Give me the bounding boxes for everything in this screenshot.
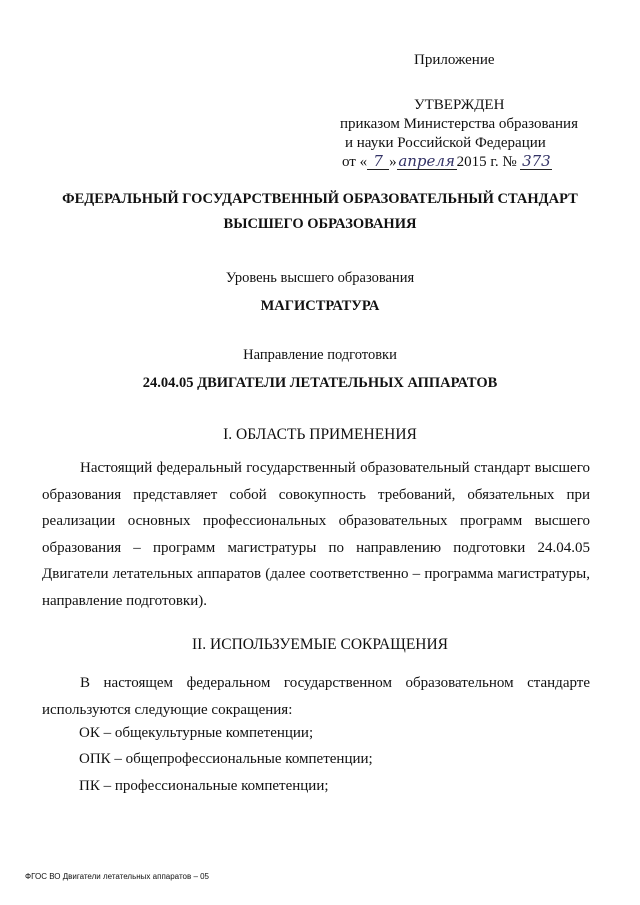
- direction-label: Направление подготовки: [243, 347, 397, 363]
- handwritten-month: апреля: [398, 152, 455, 170]
- section2-title: II. ИСПОЛЬЗУЕМЫЕ СОКРАЩЕНИЯ: [191, 636, 449, 653]
- year-text: 2015 г. №: [456, 154, 517, 170]
- abbreviation-item-pk: ПК – профессиональные компетенции;: [79, 778, 329, 794]
- abbreviation-item-ok: ОК – общекультурные компетенции;: [79, 725, 314, 741]
- abbreviation-item-opk: ОПК – общепрофессиональные компетенции;: [79, 751, 373, 767]
- order-line: приказом Министерства образования: [340, 116, 578, 132]
- date-prefix: от «: [342, 154, 368, 170]
- section1-body: [42, 455, 590, 614]
- approval-block: [330, 52, 600, 172]
- level-label: Уровень высшего образования: [225, 270, 415, 286]
- ministry-line: и науки Российской Федерации: [345, 135, 546, 151]
- approved-label: УТВЕРЖДЕН: [414, 97, 505, 113]
- appendix-label: Приложение: [414, 52, 495, 68]
- direction-value: 24.04.05 ДВИГАТЕЛИ ЛЕТАТЕЛЬНЫХ АППАРАТОВ: [142, 375, 498, 391]
- handwritten-order-number: 373: [522, 152, 551, 170]
- section1-title: I. ОБЛАСТЬ ПРИМЕНЕНИЯ: [223, 426, 417, 443]
- level-value: МАГИСТРАТУРА: [260, 298, 380, 314]
- standard-title-line1: ФЕДЕРАЛЬНЫЙ ГОСУДАРСТВЕННЫЙ ОБРАЗОВАТЕЛЬНЫЙ СТАНДАРТ: [62, 191, 578, 207]
- section2-paragraph: В настоящем федеральном государственном образовательном стандарте используются следующие сокращения:: [42, 675, 590, 718]
- page-footer: ФГОС ВО Двигатели летательных аппаратов – 05: [25, 872, 210, 881]
- standard-title-line2: ВЫСШЕГО ОБРАЗОВАНИЯ: [223, 216, 417, 232]
- section1-paragraph: Настоящий федеральный государственный образовательный стандарт высшего образования представляет собой совокупность требований, обязательных при реализации основных профессиональных образовательных программ высшего образования – программ магистратуры по направлению подготовки 24.04.05 Двигатели летательных аппаратов (далее соответственно – программа магистратуры, направление подготовки).: [42, 460, 590, 609]
- section2-body: [42, 670, 590, 723]
- date-quote: »: [389, 154, 397, 170]
- handwritten-day: 7: [367, 153, 389, 170]
- order-date-line: [330, 153, 600, 172]
